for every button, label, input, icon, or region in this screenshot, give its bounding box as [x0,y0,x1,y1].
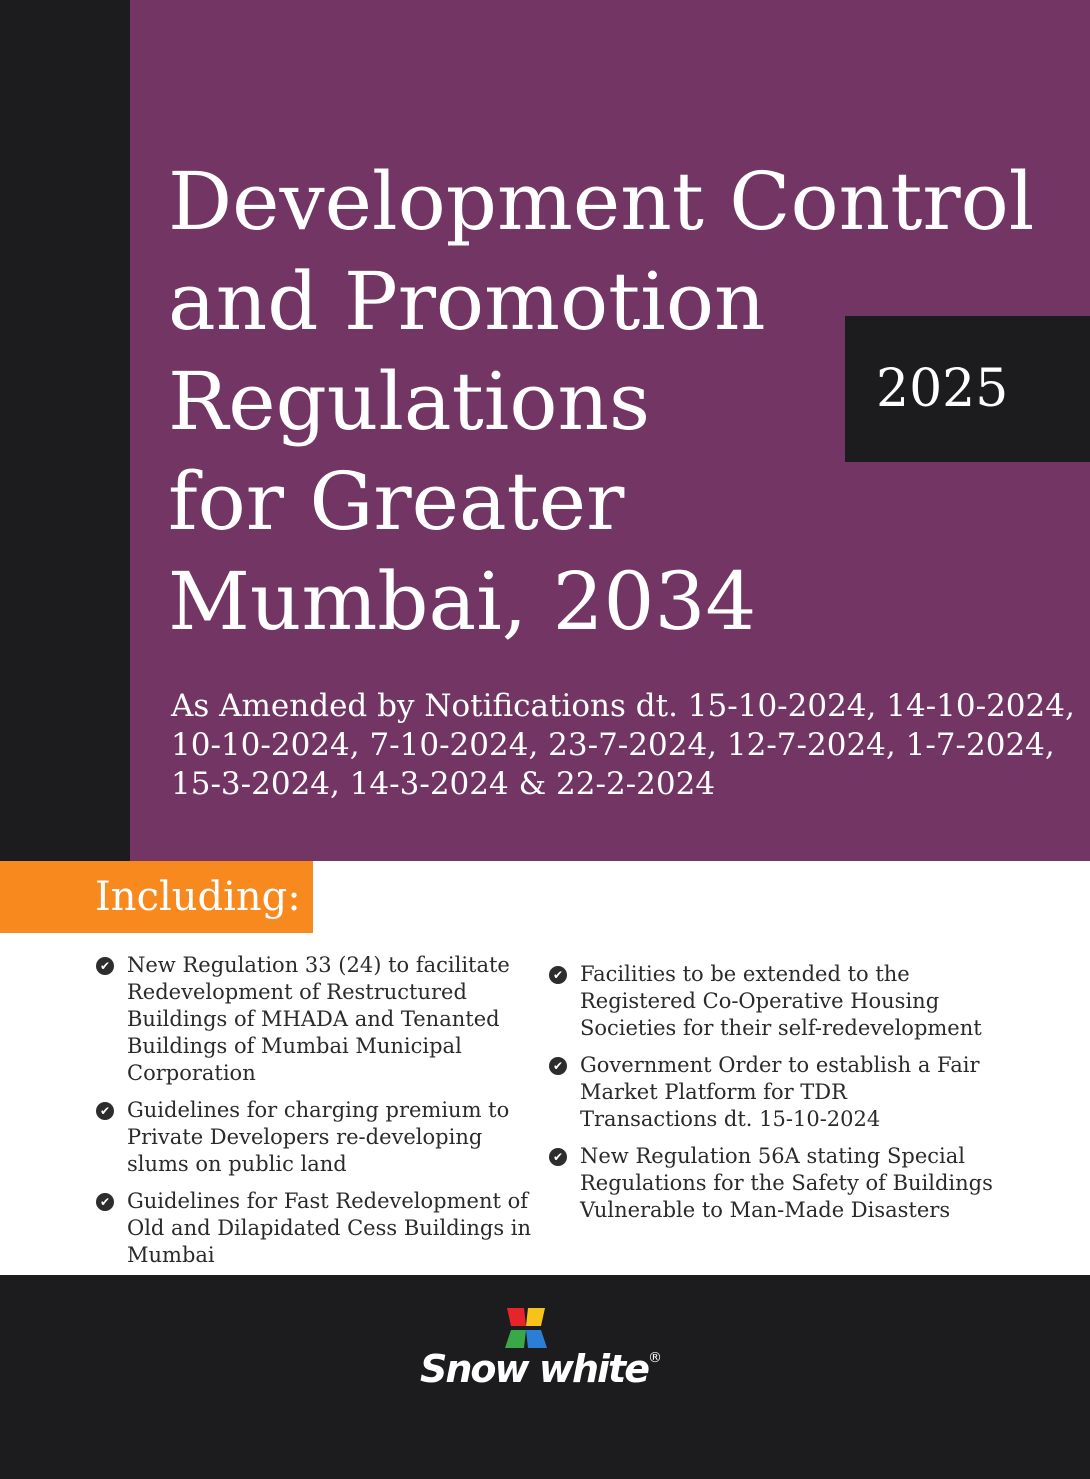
item-line: Vulnerable to Man-Made Disasters [580,1198,951,1222]
item-line: Transactions dt. 15-10-2024 [580,1107,881,1131]
list-item [95,952,515,1087]
item-line: Mumbai [127,1243,215,1267]
check-circle-icon: ✔ [96,1193,114,1211]
including-heading: Including: [0,861,313,933]
item-line: slums on public land [127,1152,347,1176]
publisher-footer [0,1275,1090,1479]
title-line: Mumbai, 2034 [168,555,757,648]
item-line: Guidelines for charging premium to [127,1098,510,1122]
title-line: Regulations [168,355,651,448]
item-line: Regulations for the Safety of Buildings [580,1171,993,1195]
item-line: Societies for their self-redevelopment [580,1016,982,1040]
item-line: Guidelines for Fast Redevelopment of [127,1189,529,1213]
check-circle-icon: ✔ [549,1148,567,1166]
subtitle-line: 10-10-2024, 7-10-2024, 23-7-2024, 12-7-2024, 1-7-2024, [171,727,1055,763]
list-item [548,961,982,1042]
list-item [548,1052,978,1133]
left-dark-strip [0,0,130,861]
item-line: Redevelopment of Restructured [127,980,467,1004]
logo-blue-quad [526,1330,547,1348]
subtitle-line: 15-3-2024, 14-3-2024 & 22-2-2024 [171,766,716,802]
item-line: Buildings of Mumbai Municipal [127,1034,462,1058]
list-item [548,1143,993,1224]
edition-year-badge: 2025 [845,316,1090,462]
title-line: and Promotion [168,255,766,348]
item-line: Facilities to be extended to the [580,962,910,986]
publisher-name-text: Snow white [420,1347,648,1391]
item-line: Private Developers re-developing [127,1125,483,1149]
item-line: Registered Co-Operative Housing [580,989,940,1013]
registered-mark: ® [647,1350,662,1366]
item-line: Market Platform for TDR [580,1080,847,1104]
logo-green-quad [505,1330,526,1348]
logo-yellow-quad [526,1308,545,1326]
including-list-right [548,961,993,1234]
item-line: Buildings of MHADA and Tenanted [127,1007,500,1031]
title-line: for Greater [168,455,625,548]
item-line: New Regulation 33 (24) to facilitate [127,953,510,977]
item-line: Government Order to establish a Fair [580,1053,980,1077]
title-line: Development Control [168,155,1035,248]
check-circle-icon: ✔ [549,966,567,984]
check-circle-icon: ✔ [549,1057,567,1075]
item-line: Old and Dilapidated Cess Buildings in [127,1216,532,1240]
check-circle-icon: ✔ [96,1102,114,1120]
snow-white-logo-icon [503,1308,549,1348]
including-list-left [95,952,532,1279]
check-circle-icon: ✔ [96,957,114,975]
list-item [95,1188,532,1269]
logo-red-quad [507,1308,526,1326]
amendment-subtitle [171,687,1075,804]
item-line: New Regulation 56A stating Special [580,1144,965,1168]
subtitle-line: As Amended by Notifications dt. 15-10-2024, 14-10-2024, [171,688,1075,724]
publisher-name [420,1347,662,1391]
list-item [95,1097,515,1178]
item-line: Corporation [127,1061,256,1085]
